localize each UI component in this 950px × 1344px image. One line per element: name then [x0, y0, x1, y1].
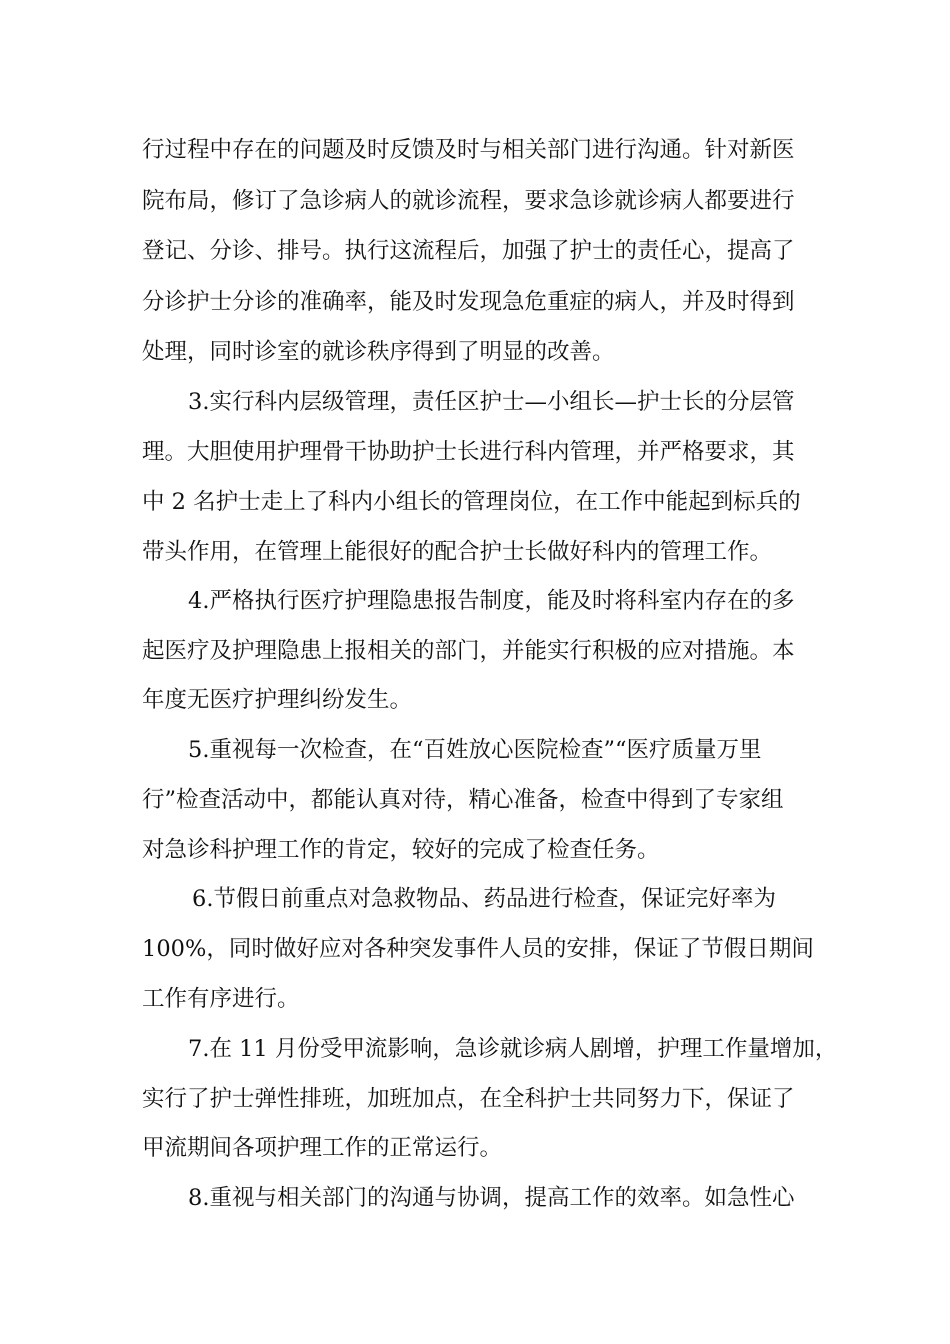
- text-line: 分诊护士分诊的准确率，能及时发现急危重症的病人，并及时得到: [142, 289, 795, 315]
- text-line: 8.重视与相关部门的沟通与协调，提高工作的效率。如急性心: [188, 1185, 795, 1211]
- text-line: 理。大胆使用护理骨干协助护士长进行科内管理，并严格要求，其: [142, 439, 795, 465]
- text-line: 带头作用，在管理上能很好的配合护士长做好科内的管理工作。: [142, 539, 773, 565]
- text-line: 行过程中存在的问题及时反馈及时与相关部门进行沟通。针对新医: [142, 137, 795, 163]
- text-line: 中 2 名护士走上了科内小组长的管理岗位，在工作中能起到标兵的: [142, 489, 801, 515]
- text-line: 处理，同时诊室的就诊秩序得到了明显的改善。: [142, 339, 615, 365]
- text-line: 实行了护士弹性排班，加班加点，在全科护士共同努力下，保证了: [142, 1086, 795, 1112]
- text-line: 行”检查活动中，都能认真对待，精心准备，检查中得到了专家组: [142, 787, 784, 813]
- text-line: 登记、分诊、排号。执行这流程后，加强了护士的责任心，提高了: [142, 238, 795, 264]
- text-line: 7.在 11 月份受甲流影响，急诊就诊病人剧增，护理工作量增加，: [188, 1036, 838, 1062]
- text-line: 3.实行科内层级管理，责任区护士—小组长—护士长的分层管: [188, 389, 795, 415]
- text-line: 对急诊科护理工作的肯定，较好的完成了检查任务。: [142, 837, 660, 863]
- text-line: 100%，同时做好应对各种突发事件人员的安排，保证了节假日期间: [142, 936, 814, 962]
- text-line: 4.严格执行医疗护理隐患报告制度，能及时将科室内存在的多: [188, 588, 795, 614]
- text-line: 院布局，修订了急诊病人的就诊流程，要求急诊就诊病人都要进行: [142, 188, 795, 214]
- text-line: 6.节假日前重点对急救物品、药品进行检查，保证完好率为: [192, 886, 776, 912]
- text-line: 工作有序进行。: [142, 986, 300, 1012]
- text-line: 5.重视每一次检查，在“百姓放心医院检查”“医疗质量万里: [188, 737, 762, 763]
- text-line: 起医疗及护理隐患上报相关的部门，并能实行积极的应对措施。本: [142, 638, 795, 664]
- text-line: 年度无医疗护理纠纷发生。: [142, 687, 413, 713]
- text-line: 甲流期间各项护理工作的正常运行。: [142, 1135, 503, 1161]
